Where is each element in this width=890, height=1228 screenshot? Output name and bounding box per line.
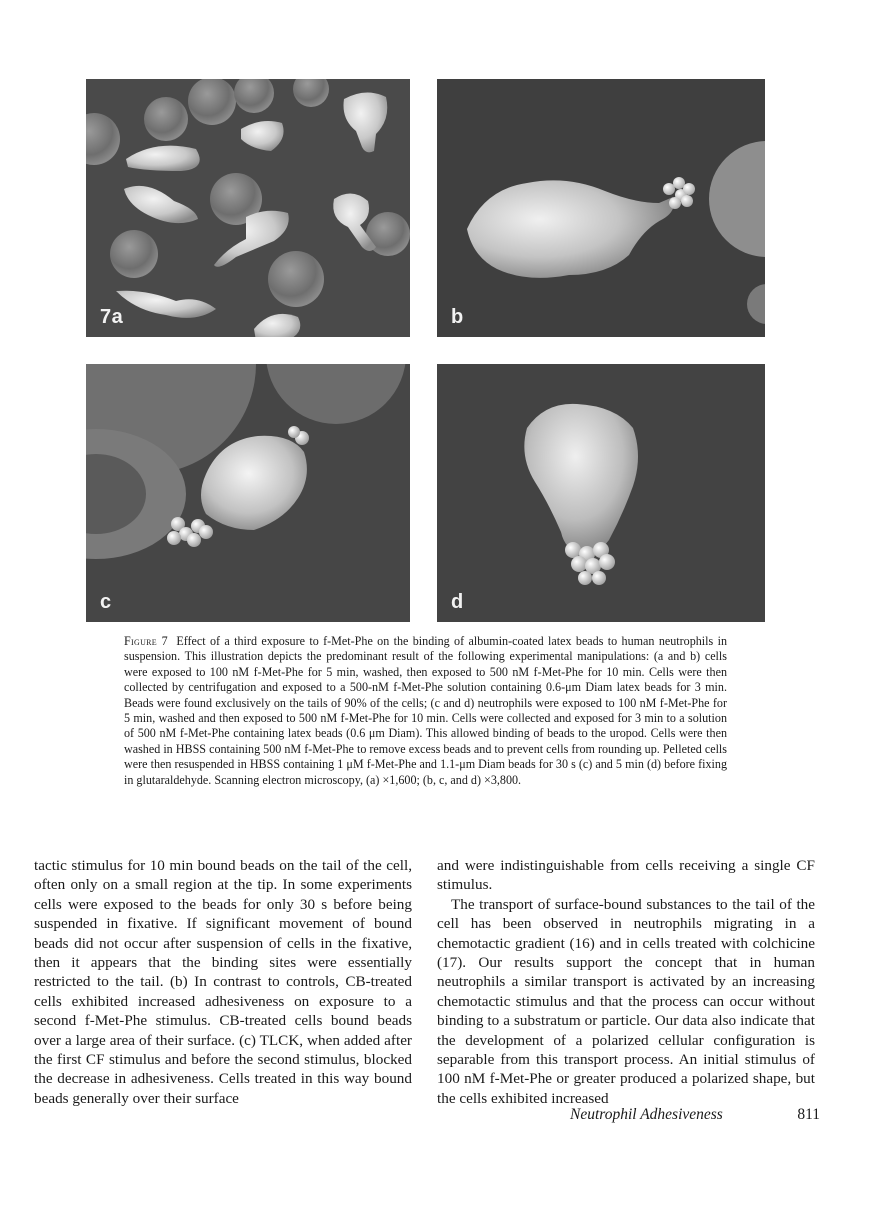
figure-caption-label: Figure 7 [124,634,168,648]
page-number: 811 [797,1106,820,1123]
panel-label-d: d [451,591,464,613]
panel-label-c: c [100,591,112,613]
panel-label-a: 7a [100,306,124,328]
figure-caption [124,634,727,788]
body-column-left [34,856,412,1108]
body-paragraph: and were indistinguishable from cells receiving a single CF stimulus. [437,857,815,894]
figure-panel-d [437,364,765,622]
figure-caption-text: Effect of a third exposure to f-Met-Phe on the binding of albumin-coated latex beads to human neutrophils in suspension. This illustration depicts the predominant result of the following experimental manipulations: (a and b) cells were exposed to 100 nM f-Met-Phe for 5 min, washed, then exposed to 500 nM f-Met-Phe for 10 min. Cells were then collected by centrifugation and exposed to a 500-nM f-Met-Phe solution containing 0.6-μm Diam latex beads for 3 min. Beads were found exclusively on the tails of 90% of the cells; (c and d) neutrophils were exposed to 100 nM f-Met-Phe for 5 min, washed and then exposed to 500 nM f-Met-Phe for 10 min. Cells were collected and exposed for 3 min to a solution of 500 nM f-Met-Phe containing latex beads (0.6 μm Diam). This allowed binding of beads to the uropod. Cells were then washed in HBSS containing 500 nM f-Met-Phe to remove excess beads and to prevent cells from rounding up. Pelleted cells were then resuspended in HBSS containing 1 μM f-Met-Phe and 1.1-μm Diam beads for 30 s (c) and 5 min (d) before fixing in glutaraldehyde. Scanning electron microscopy, (a) ×1,600; (b, c, and d) ×3,800. [124,634,727,787]
body-column-right [437,856,815,1108]
figure-panel-c [86,364,410,622]
body-paragraph: The transport of surface-bound substances to the tail of the cell has been observed in neutrophils migrating in a chemotactic gradient (16) and in cells treated with colchicine (17). Our results support the concept that in human neutrophils a similar transport is activated by an increasing chemotactic stimulus and that the process can occur without binding to a substratum or particle. Our data also indicate that the development of a polarized cellular configuration is separable from this transport process. An initial stimulus of 100 nM f-Met-Phe or greater produced a polarized shape, but the cells exhibited increased [437,895,815,1107]
micrograph-a [86,79,410,337]
figure-panel-b [437,79,765,337]
micrograph-b [437,79,765,337]
micrograph-d [437,364,765,622]
panel-label-b: b [451,306,464,328]
body-paragraph: tactic stimulus for 10 min bound beads on the tail of the cell, often only on a small region at the tip. In some experiments cells were exposed to the beads for only 30 s before being suspended in fixative. If significant movement of bound beads did not occur after suspension of cells in the fixative, then it appears that the binding sites were essentially restricted to the tail. (b) In contrast to controls, CB-treated cells exhibited increased adhesiveness on exposure to a second f-Met-Phe stimulus. CB-treated cells bound beads over a large area of their surface. (c) TLCK, when added after the first CF stimulus and before the second stimulus, blocked the decrease in adhesiveness. Cells treated in this way bound beads generally over their surface [34,857,412,1107]
figure-panel-a [86,79,410,337]
micrograph-c [86,364,410,622]
running-title: Neutrophil Adhesiveness [570,1106,723,1123]
